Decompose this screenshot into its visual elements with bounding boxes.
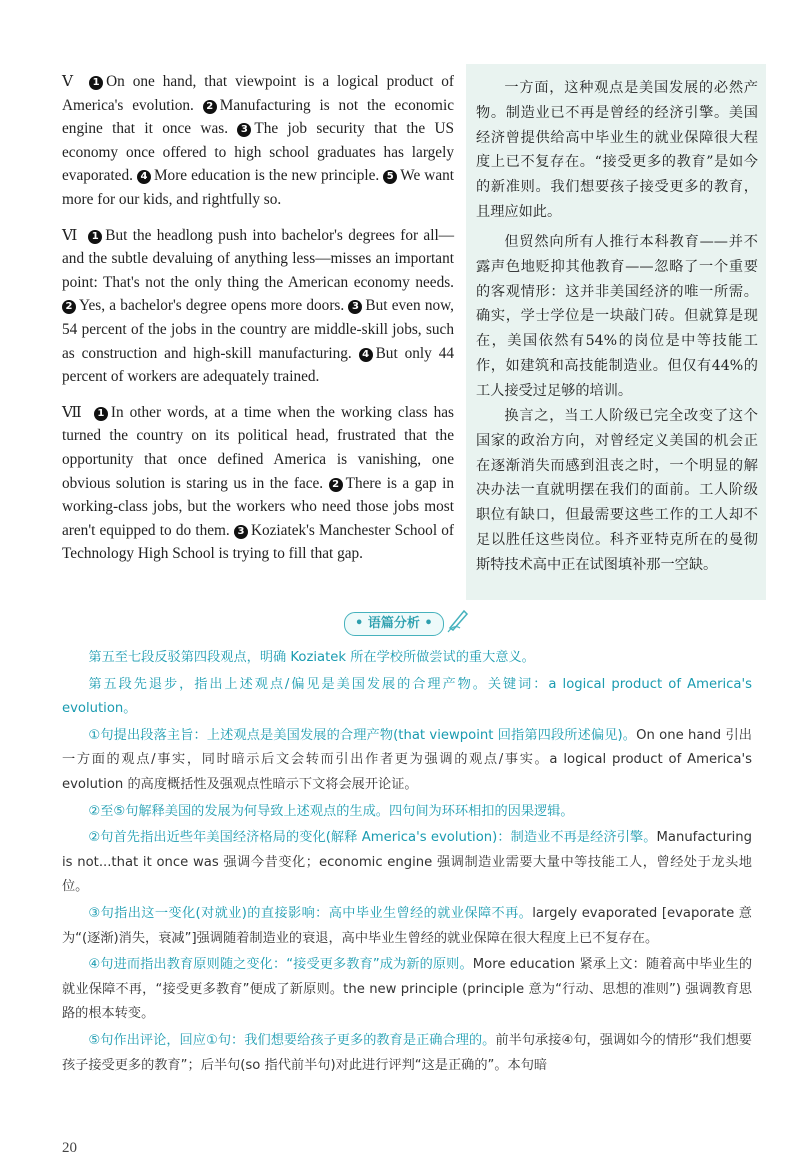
sentence: Yes, a bachelor's degree opens more doors.: [79, 297, 345, 315]
sentence: There is a gap in working-class jobs, but the workers who need those jobs most aren't equipped to do them.: [62, 474, 454, 539]
sentence: On one hand, that viewpoint is a logical product of America's evolution.: [62, 73, 454, 114]
translation-paragraph: 但贸然向所有人推行本科教育——并不露声色地贬抑其他教育——忽略了一个重要的客观情形：这并非美国经济的唯一所需。确实，学士学位是一块敲门砖。但就算是现在，美国依然有54%的岗位是中等技能工作，如建筑和高技能制造业。但仅有44%的工人接受过足够的培训。: [476, 234, 758, 399]
translation-p5: [476, 76, 758, 225]
analysis-paragraph: ②至⑤句解释美国的发展为何导致上述观点的生成。四句间为环环相扣的因果逻辑。: [88, 803, 574, 819]
sentence: Manufacturing is not the economic engine that it once was.: [62, 96, 454, 138]
analysis-section: [62, 646, 752, 1080]
sentence-marker: 1: [89, 76, 103, 90]
page-number: 20: [62, 1140, 77, 1156]
sentence-marker: 4: [137, 170, 151, 184]
sentence: We want more for our kids, and rightfully so.: [62, 167, 455, 208]
sentence-marker: 1: [94, 407, 108, 421]
sentence-marker: 4: [359, 348, 373, 362]
pen-icon: [444, 606, 472, 634]
sentence-marker: 2: [329, 478, 343, 492]
paragraph-7: [62, 401, 454, 566]
sentence-marker: 2: [62, 300, 76, 314]
sentence-marker: 3: [237, 123, 251, 137]
sentence: In other words, at a time when the working class has turned the country on its political head, frustrated that the opportunity that once defined America is vanishing, one obvious solution is staring us in the face.: [62, 403, 455, 492]
translation-paragraph: 一方面，这种观点是美国发展的必然产物。制造业已不再是曾经的经济引擎。美国经济曾提供给高中毕业生的就业保障很大程度上已不复存在。“接受更多的教育”是如今的新准则。我们想要孩子接受更多的教育，且理应如此。: [476, 80, 758, 220]
analysis-paragraph: ①句提出段落主旨：上述观点是美国发展的合理产物(that viewpoint 回指第四段所述偏见)。On one hand 引出一方面的观点/事实，同时暗示后文会转而引出作者更为强调的观点/事实。a logical product of America's evolution 的高度概括性及强观点性暗示下文将会展开论证。: [62, 727, 752, 792]
analysis-paragraph: 第五至七段反驳第四段观点，明确 Koziatek 所在学校所做尝试的重大意义。: [88, 650, 535, 665]
analysis-paragraph: ⑤句作出评论，回应①句：我们想要给孩子更多的教育是正确合理的。前半句承接④句，强调如今的情形“我们想要孩子接受更多的教育”；后半句(so 指代前半句)对此进行评判“这是正确的”。本句暗: [62, 1032, 752, 1073]
analysis-paragraph: 第五段先退步，指出上述观点/偏见是美国发展的合理产物。关键词：a logical product of America's evolution。: [62, 676, 752, 717]
analysis-paragraph: ③句指出这一变化(对就业)的直接影响：高中毕业生曾经的就业保障不再。largely evaporated [evaporate 意为“(逐渐)消失，衰减”]强调随着制造业的衰退，高中毕业生曾经的就业保障在很大程度上已不复存在。: [62, 905, 752, 946]
english-text-column: [62, 70, 454, 578]
translation-p6: [476, 230, 758, 404]
translation-paragraph: 换言之，当工人阶级已完全改变了这个国家的政治方向，对曾经定义美国的机会正在逐渐消失而感到沮丧之时，一个明显的解决办法一直就明摆在我们的面前。工人阶级职位有缺口，但最需要这些工作的工人却不足以胜任这些岗位。科齐亚特克所在的曼彻斯特技术高中正在试图填补那一空缺。: [476, 408, 758, 573]
section-label-analysis: • 语篇分析 •: [344, 612, 444, 636]
sentence: The job security that the US economy once offered to high school graduates has largely evaporated.: [62, 120, 454, 185]
sentence: But the headlong push into bachelor's degrees for all—and the subtle devaluing of anything less—misses an important point: That's not the only thing the American economy needs.: [62, 226, 455, 291]
sentence-marker: 3: [348, 300, 362, 314]
analysis-paragraph: ④句进而指出教育原则随之变化：“接受更多教育”成为新的原则。More education 紧承上文：随着高中毕业生的就业保障不再，“接受更多教育”便成了新原则。the new principle (principle 意为“行动、思想的准则”) 强调教育思路的根本转变。: [62, 957, 753, 1022]
sentence: Koziatek's Manchester School of Technology High School is trying to fill that gap.: [62, 521, 454, 563]
sentence-marker: 5: [383, 170, 397, 184]
analysis-paragraph: ②句首先指出近些年美国经济格局的变化(解释 America's evolution)：制造业不再是经济引擎。Manufacturing is not...that it once was 强调今昔变化；economic engine 强调制造业需要大量中等技能工人，曾经处于龙头地位。: [62, 830, 752, 895]
paragraph-number: Ⅶ: [62, 403, 84, 421]
paragraph-number: Ⅴ: [62, 73, 78, 90]
sentence: But only 44 percent of workers are adequately trained.: [62, 344, 454, 386]
translation-p7: [476, 404, 758, 578]
sentence-marker: 2: [203, 100, 217, 114]
sentence-marker: 1: [88, 230, 102, 244]
paragraph-6: [62, 224, 454, 389]
paragraph-number: Ⅵ: [62, 226, 79, 244]
sentence-marker: 3: [234, 525, 248, 539]
sentence: But even now, 54 percent of the jobs in the country are middle-skill jobs, such as construction and high-skill manufacturing.: [62, 297, 454, 362]
sentence: More education is the new principle.: [153, 167, 380, 185]
paragraph-5: [62, 70, 454, 212]
